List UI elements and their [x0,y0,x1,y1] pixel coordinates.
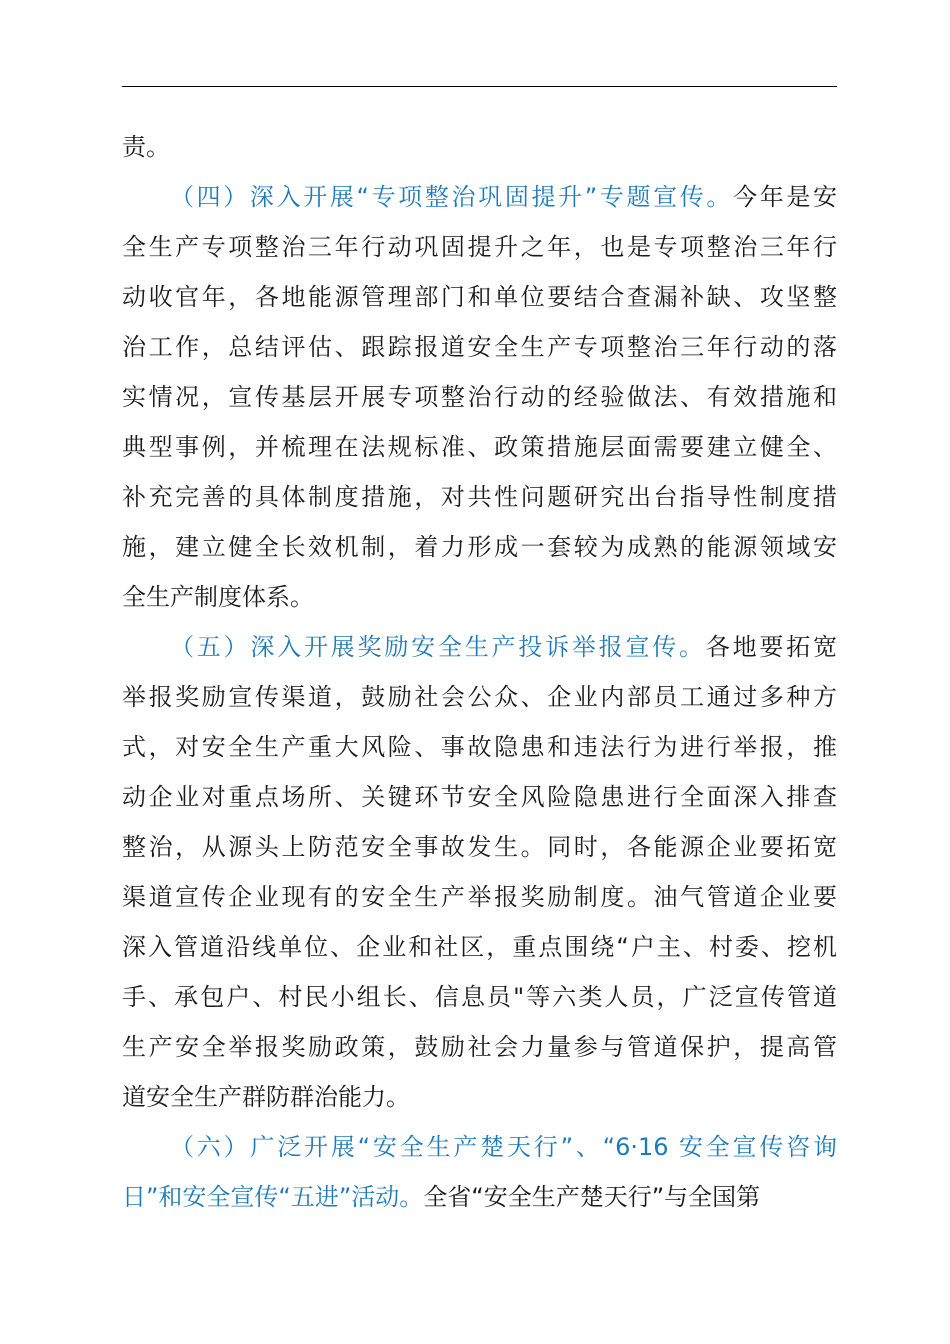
section-heading-text: （五）深入开展奖励安全生产投诉举报宣传。 [170,633,706,661]
text-line [122,1122,837,1172]
text-line [122,822,837,872]
body-text: 动企业对重点场所、关键环节安全风险隐患进行全面深入排查 [122,783,837,811]
text-line [122,272,837,322]
body-text: 全生产制度体系。 [122,583,314,611]
text-line [122,372,837,422]
section-heading-text: （六）广泛开展“安全生产楚天行”、“6·16 安全宣传咨询 [170,1133,837,1161]
document-body [122,122,837,1222]
text-line [122,472,837,522]
body-text: 补充完善的具体制度措施，对共性问题研究出台指导性制度措 [122,483,837,511]
section-heading-text: （四）深入开展“专项整治巩固提升”专题宣传。 [170,183,734,211]
body-text: 全生产专项整治三年行动巩固提升之年，也是专项整治三年行 [122,233,837,261]
text-line [122,1022,837,1072]
body-text: 动收官年，各地能源管理部门和单位要结合查漏补缺、攻坚整 [122,283,837,311]
body-text: 施，建立健全长效机制，着力形成一套较为成熟的能源领域安 [122,533,837,561]
text-line [122,972,837,1022]
text-line [122,222,837,272]
body-text: 全省“安全生产楚天行”与全国第 [423,1183,761,1211]
text-line [122,1072,837,1122]
paragraph-p-continued [122,122,837,172]
body-text: 手、承包户、村民小组长、信息员"等六类人员，广泛宣传管道 [122,983,837,1011]
body-text: 典型事例，并梳理在法规标准、政策措施层面需要建立健全、 [122,433,837,461]
body-text: 生产安全举报奖励政策，鼓励社会力量参与管道保护，提高管 [122,1033,837,1061]
text-line [122,922,837,972]
text-line [122,122,837,172]
body-text: 整治，从源头上防范安全事故发生。同时，各能源企业要拓宽 [122,833,837,861]
text-line [122,422,837,472]
body-text: 渠道宣传企业现有的安全生产举报奖励制度。油气管道企业要 [122,883,837,911]
body-text: 各地要拓宽 [705,633,838,661]
body-text: 实情况，宣传基层开展专项整治行动的经验做法、有效措施和 [122,383,837,411]
text-line [122,172,837,222]
body-text: 今年是安 [733,183,837,211]
body-text: 举报奖励宣传渠道，鼓励社会公众、企业内部员工通过多种方 [122,683,837,711]
text-line [122,522,837,572]
body-text: 治工作，总结评估、跟踪报道安全生产专项整治三年行动的落 [122,333,837,361]
text-line [122,322,837,372]
text-line [122,722,837,772]
text-line [122,1172,837,1222]
header-rule [122,86,837,87]
paragraph-p-5 [122,622,837,1122]
text-line [122,572,837,622]
section-heading-text: 日”和安全宣传“五进”活动。 [122,1183,424,1211]
body-text: 道安全生产群防群治能力。 [122,1083,410,1111]
text-line [122,872,837,922]
body-text: 责。 [122,133,170,161]
paragraph-p-6 [122,1122,837,1222]
text-line [122,672,837,722]
text-line [122,772,837,822]
body-text: 式，对安全生产重大风险、事故隐患和违法行为进行举报，推 [122,733,837,761]
paragraph-p-4 [122,172,837,622]
body-text: 深入管道沿线单位、企业和社区，重点围绕“户主、村委、挖机 [122,933,837,961]
text-line [122,622,837,672]
